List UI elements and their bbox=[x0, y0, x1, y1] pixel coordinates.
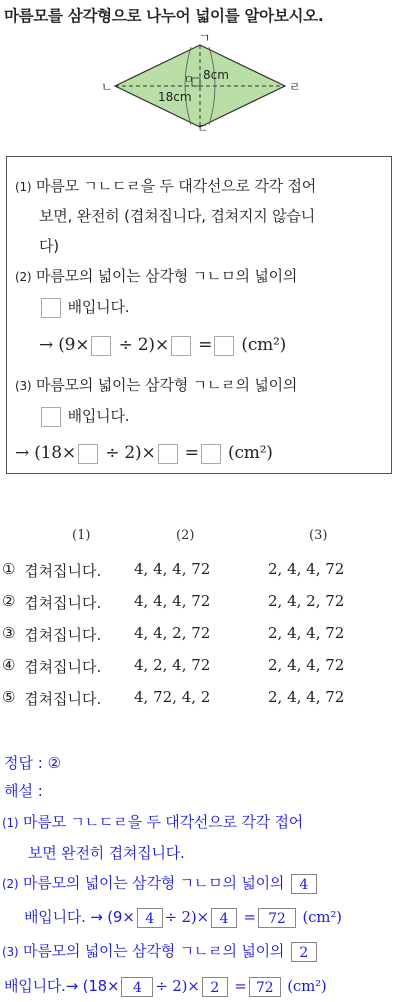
long-diagonal-label: 18cm bbox=[158, 90, 192, 104]
e3-line1: (3) 마름모의 넓이는 삼각형 ㄱㄴㄹ의 넓이의 2 bbox=[2, 940, 319, 962]
choice-col1: 겹쳐집니다. bbox=[24, 594, 102, 612]
choice-col3: 2, 4, 4, 72 bbox=[268, 688, 345, 706]
choice-mark: ③ bbox=[2, 624, 16, 642]
choice-col3: 2, 4, 4, 72 bbox=[268, 624, 345, 642]
e2-answer-box-3: 4 bbox=[211, 908, 237, 928]
q3-line2: 배입니다. bbox=[39, 405, 129, 427]
e3-answer-box-1: 2 bbox=[291, 942, 317, 962]
q3-blank-3[interactable] bbox=[158, 444, 178, 464]
q2-formula: → (9× ÷ 2)× = (cm²) bbox=[39, 335, 287, 355]
problem-title: 마름모를 삼각형으로 나누어 넓이를 알아보시오. bbox=[4, 7, 324, 25]
vertex-top-label: ㄱ bbox=[199, 33, 211, 45]
q1-line3: 다) bbox=[39, 237, 59, 255]
choice-col2: 4, 4, 4, 72 bbox=[134, 560, 211, 578]
choice-header-3: (3) bbox=[309, 528, 328, 543]
choice-col1: 겹쳐집니다. bbox=[24, 658, 102, 676]
choice-header-2: (2) bbox=[176, 528, 195, 543]
e3-line2: 배입니다.→ (18× 4 ÷ 2)× 2 = 72 (cm²) bbox=[4, 977, 327, 996]
choice-col1: 겹쳐집니다. bbox=[24, 562, 102, 580]
answer-label: 정답 : ② bbox=[4, 754, 62, 772]
center-label: ㅁ bbox=[184, 75, 194, 86]
choice-mark: ② bbox=[2, 592, 16, 610]
choice-col3: 2, 4, 4, 72 bbox=[268, 560, 345, 578]
choice-col1: 겹쳐집니다. bbox=[24, 626, 102, 644]
q1-line1: (1) 마름모 ㄱㄴㄷㄹ을 두 대각선으로 각각 접어 bbox=[15, 177, 317, 195]
choice-col2: 4, 4, 2, 72 bbox=[134, 624, 211, 642]
choice-col2: 4, 72, 4, 2 bbox=[134, 688, 211, 706]
q3-blank-1[interactable] bbox=[41, 407, 61, 427]
q2-line2: 배입니다. bbox=[39, 296, 129, 318]
choice-mark: ④ bbox=[2, 656, 16, 674]
e2-answer-box-4: 72 bbox=[258, 908, 296, 928]
vertex-right-label: ㄹ bbox=[289, 80, 301, 94]
choice-col2: 4, 4, 4, 72 bbox=[134, 592, 211, 610]
e1-line1: (1) 마름모 ㄱㄴㄷㄹ을 두 대각선으로 각각 접어 bbox=[2, 813, 304, 831]
e2-answer-box-2: 4 bbox=[137, 908, 163, 928]
q3-formula: → (18× ÷ 2)× = (cm²) bbox=[15, 443, 273, 463]
choice-mark: ⑤ bbox=[2, 688, 16, 706]
explanation-label: 해설 : bbox=[4, 782, 43, 800]
choice-col3: 2, 4, 4, 72 bbox=[268, 656, 345, 674]
vertex-bottom-label: ㄷ bbox=[197, 121, 209, 133]
q2-blank-1[interactable] bbox=[41, 298, 61, 318]
e3-answer-box-4: 72 bbox=[249, 977, 281, 997]
choice-mark: ① bbox=[2, 560, 16, 578]
q3-blank-4[interactable] bbox=[201, 444, 221, 464]
q2-blank-4[interactable] bbox=[214, 336, 234, 356]
q3-blank-2[interactable] bbox=[78, 444, 98, 464]
e2-line2: 배입니다. → (9× 4 ÷ 2)× 4 = 72 (cm²) bbox=[24, 908, 342, 927]
e3-answer-box-2: 4 bbox=[121, 977, 153, 997]
short-diagonal-label: 8cm bbox=[203, 68, 229, 82]
q2-blank-3[interactable] bbox=[171, 336, 191, 356]
choice-header-1: (1) bbox=[72, 528, 91, 543]
q2-line1: (2) 마름모의 넓이는 삼각형 ㄱㄴㅁ의 넓이의 bbox=[15, 267, 298, 285]
e2-line1: (2) 마름모의 넓이는 삼각형 ㄱㄴㅁ의 넓이의 4 bbox=[2, 872, 319, 894]
e1-line2: 보면 완전히 겹쳐집니다. bbox=[28, 844, 185, 862]
q1-line2: 보면, 완전히 (겹쳐집니다, 겹쳐지지 않습니 bbox=[39, 207, 315, 225]
q2-blank-2[interactable] bbox=[91, 336, 111, 356]
choice-col3: 2, 4, 2, 72 bbox=[268, 592, 345, 610]
rhombus-diagram bbox=[95, 33, 305, 133]
q3-line1: (3) 마름모의 넓이는 삼각형 ㄱㄴㄹ의 넓이의 bbox=[15, 376, 298, 394]
choice-col2: 4, 2, 4, 72 bbox=[134, 656, 211, 674]
e3-answer-box-3: 2 bbox=[202, 977, 228, 997]
question-box bbox=[6, 156, 392, 474]
vertex-left-label: ㄴ bbox=[101, 80, 113, 94]
choice-col1: 겹쳐집니다. bbox=[24, 690, 102, 708]
e2-answer-box-1: 4 bbox=[291, 874, 317, 894]
